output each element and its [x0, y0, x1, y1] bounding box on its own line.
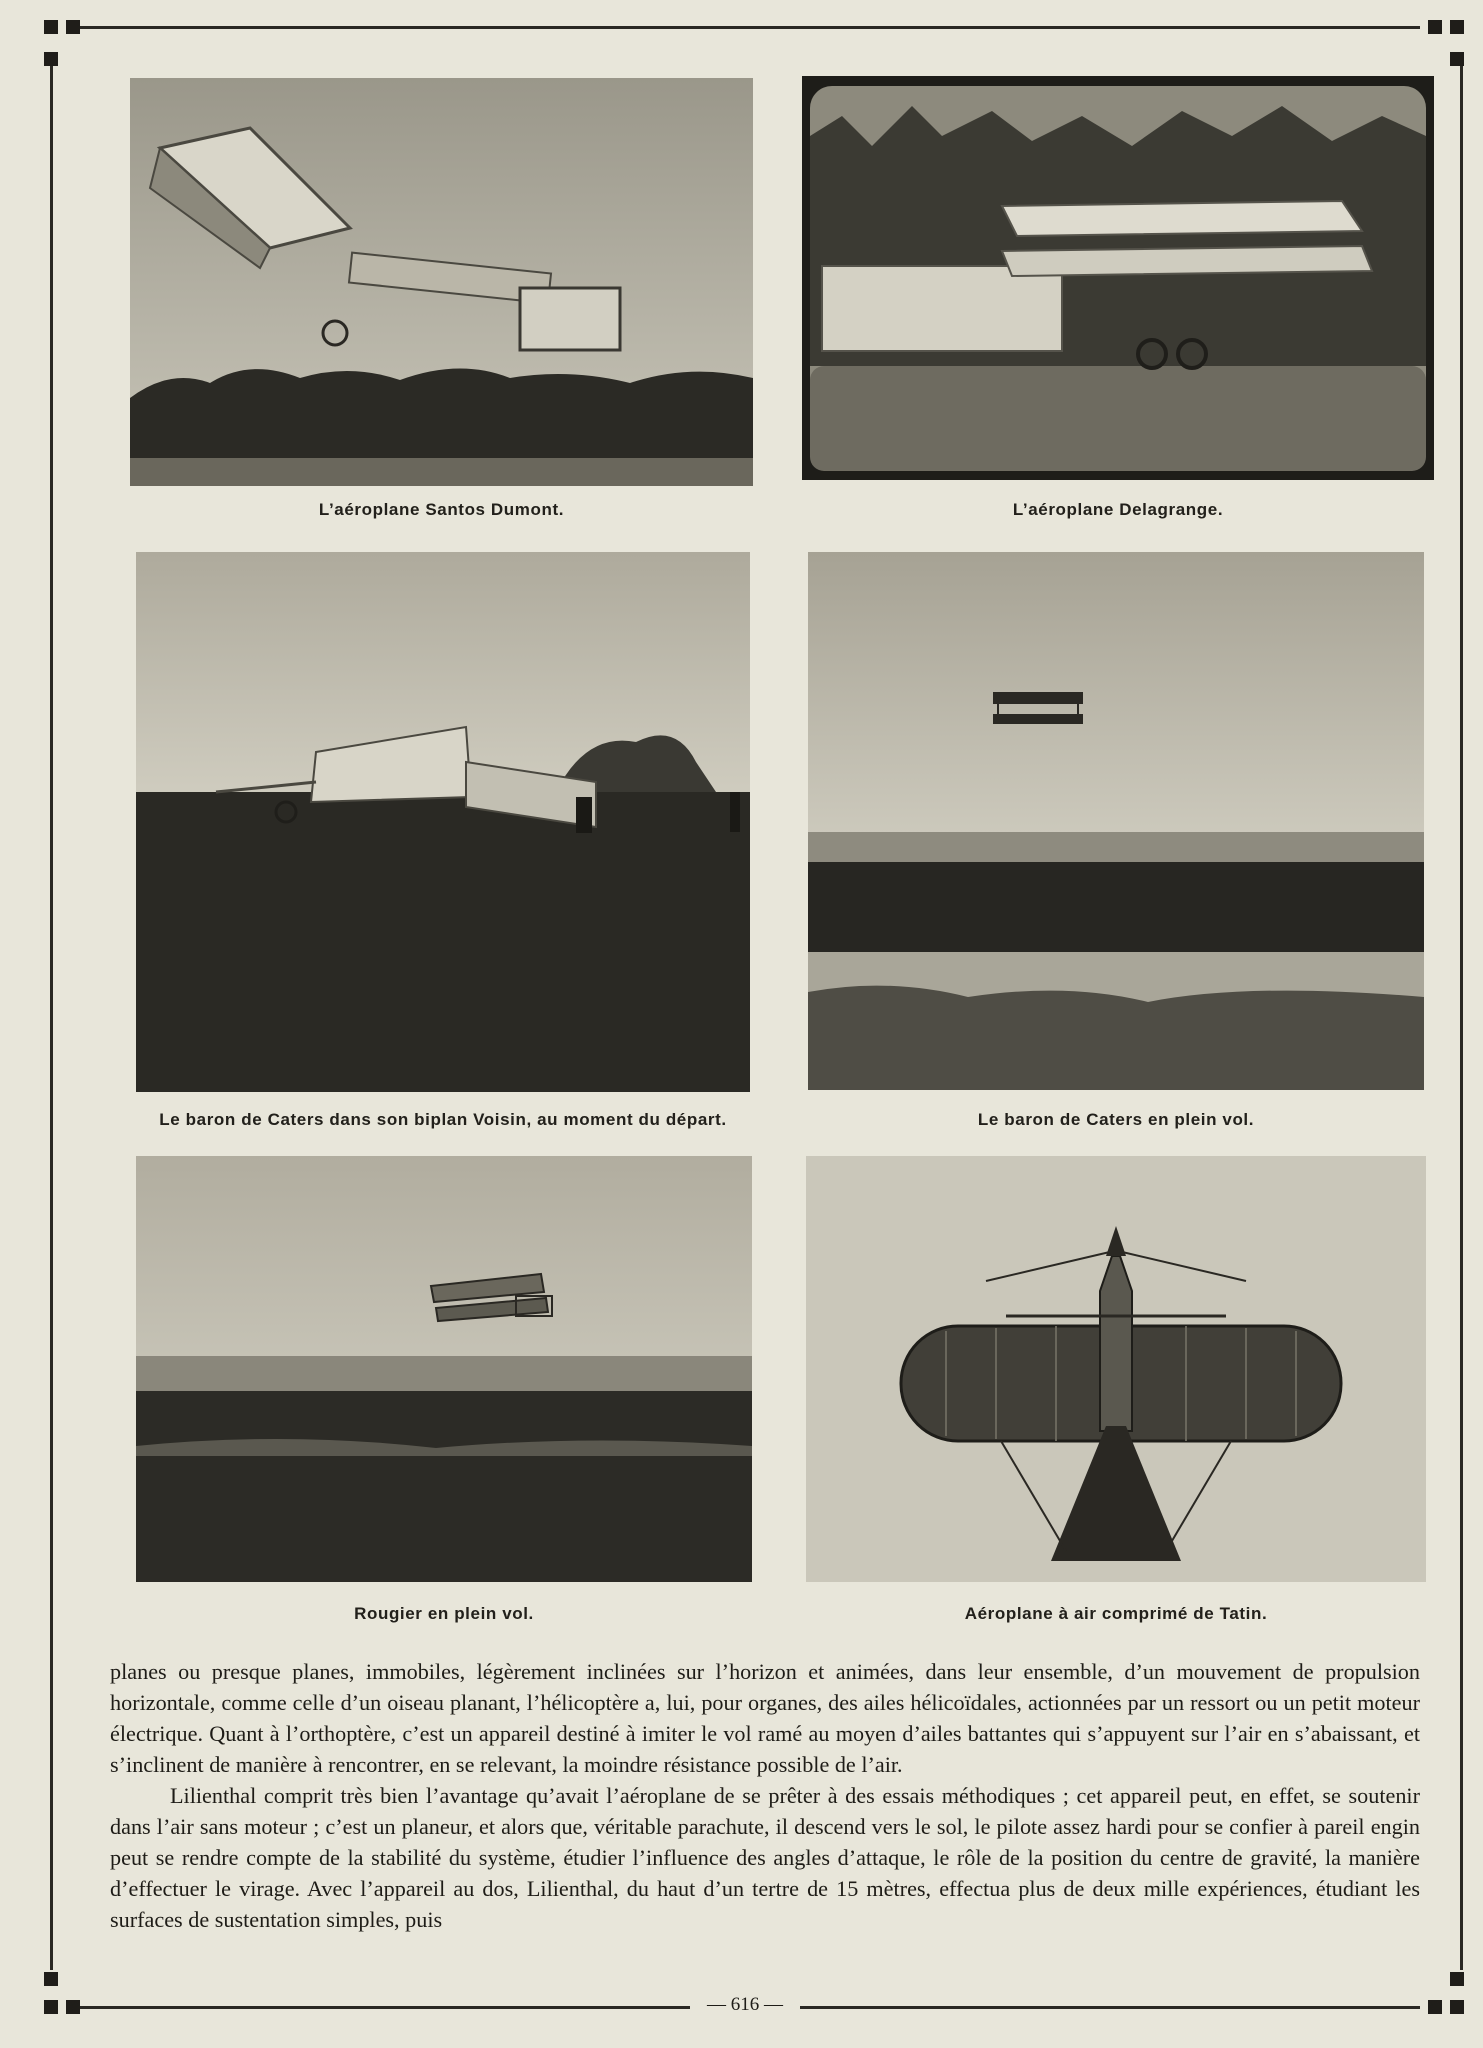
photo-rougier: [136, 1156, 752, 1582]
paragraph: Lilienthal comprit très bien l’avantage qu’avait l’aéroplane de se prêter à des essais méthodiques ; cet appareil peut, en effet, se soutenir dans l’air sans moteur ; c’est un planeur, et alors que, véritable parachute, il descend vers le sol, le pilote assez hardi pour se confier à pareil engin peut se rendre compte de la stabilité du système, étudier l’influence des angles d’attaque, le rôle de la position du centre de gravité, la manière d’effectuer le virage. Avec l’appareil au dos, Lilienthal, du haut d’un tertre de 15 mètres, effectua plus de deux mille expériences, étudiant les surfaces de sustentation simples, puis: [110, 1783, 1420, 1932]
corner-ornament: [66, 20, 80, 34]
photo-tatin: [806, 1156, 1426, 1582]
paragraph: planes ou presque planes, immobiles, légèrement inclinées sur l’horizon et animées, dans leur ensemble, d’un mouvement de propulsion horizontale, comme celle d’un oiseau planant, l’hélicoptère a, lui, pour organes, des ailes hélicoïdales, actionnées par un ressort ou un petit moteur électrique. Quant à l’orthoptère, c’est un appareil destiné à imiter le vol ramé au moyen d’ailes battantes qui s’appuyent sur l’air en s’abaissant, et s’inclinent de manière à rencontrer, en se relevant, la moindre résistance possible de l’air.: [110, 1659, 1420, 1777]
corner-ornament: [1450, 1972, 1464, 1986]
corner-ornament: [1450, 2000, 1464, 2014]
caption-caters-vol: Le baron de Caters en plein vol.: [977, 1110, 1255, 1129]
photo-santos-dumont: [130, 78, 753, 486]
top-rule: [80, 26, 1420, 29]
caption-santos-dumont: L’aéroplane Santos Dumont.: [318, 500, 565, 519]
corner-ornament: [1428, 2000, 1442, 2014]
photo-caters-depart: [136, 552, 750, 1092]
corner-ornament: [44, 52, 58, 66]
caption-tatin: Aéroplane à air comprimé de Tatin.: [964, 1604, 1268, 1623]
corner-ornament: [66, 2000, 80, 2014]
left-rule: [50, 60, 53, 1970]
corner-ornament: [44, 1972, 58, 1986]
corner-ornament: [44, 2000, 58, 2014]
caption-rougier: Rougier en plein vol.: [354, 1604, 534, 1623]
corner-ornament: [44, 20, 58, 34]
right-rule: [1460, 60, 1463, 1970]
corner-ornament: [1428, 20, 1442, 34]
photo-caters-vol: [808, 552, 1424, 1090]
page-number: — 616 —: [690, 1994, 800, 2016]
caption-delagrange: L’aéroplane Delagrange.: [1012, 500, 1224, 519]
caption-caters-depart: Le baron de Caters dans son biplan Voisin, au moment du départ.: [159, 1110, 727, 1129]
body-text: [110, 1656, 1420, 1935]
corner-ornament: [1450, 20, 1464, 34]
photo-delagrange: [802, 76, 1434, 480]
corner-ornament: [1450, 52, 1464, 66]
